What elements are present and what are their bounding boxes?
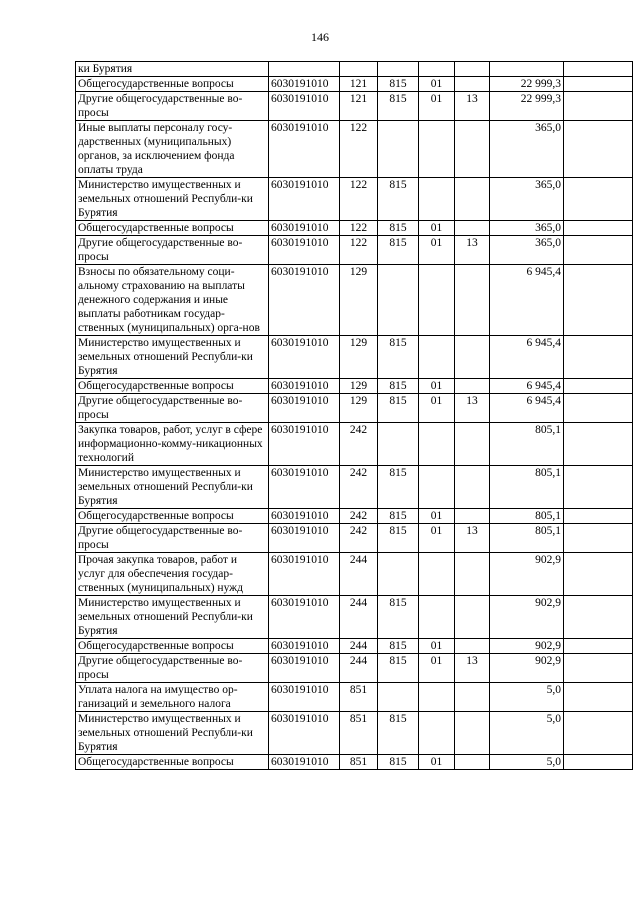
amount-cell: 365,0	[490, 236, 564, 265]
administrator-code-cell: 815	[378, 466, 419, 509]
subsection-cell	[455, 553, 490, 596]
table-row	[76, 77, 633, 92]
row-name-cell: Другие общегосударственные во-просы	[76, 236, 269, 265]
expense-type-cell: 244	[340, 654, 378, 683]
administrator-code-cell: 815	[378, 509, 419, 524]
target-article-cell: 6030191010	[269, 92, 340, 121]
administrator-code-cell: 815	[378, 524, 419, 553]
target-article-cell: 6030191010	[269, 77, 340, 92]
extra-cell	[564, 639, 633, 654]
extra-cell	[564, 121, 633, 178]
subsection-cell	[455, 265, 490, 336]
row-name-cell: Иные выплаты персоналу госу-дарственных (муниципальных) органов, за исключением фонда оплаты труда	[76, 121, 269, 178]
administrator-code-cell: 815	[378, 596, 419, 639]
expense-type-cell: 851	[340, 712, 378, 755]
section-cell	[419, 265, 455, 336]
expense-type-cell: 242	[340, 509, 378, 524]
target-article-cell: 6030191010	[269, 509, 340, 524]
subsection-cell	[455, 423, 490, 466]
administrator-code-cell: 815	[378, 755, 419, 770]
section-cell	[419, 121, 455, 178]
administrator-code-cell	[378, 423, 419, 466]
expense-type-cell: 242	[340, 466, 378, 509]
administrator-code-cell	[378, 265, 419, 336]
row-name-cell: Общегосударственные вопросы	[76, 639, 269, 654]
expense-type-cell: 242	[340, 524, 378, 553]
row-name-cell: Общегосударственные вопросы	[76, 77, 269, 92]
amount-cell: 902,9	[490, 596, 564, 639]
extra-cell	[564, 755, 633, 770]
row-name-cell: Министерство имущественных и земельных отношений Республи-ки Бурятия	[76, 712, 269, 755]
amount-cell: 805,1	[490, 509, 564, 524]
expense-type-cell: 851	[340, 755, 378, 770]
extra-cell	[564, 221, 633, 236]
subsection-cell	[455, 683, 490, 712]
administrator-code-cell: 815	[378, 221, 419, 236]
extra-cell	[564, 178, 633, 221]
extra-cell	[564, 423, 633, 466]
administrator-code-cell: 815	[378, 336, 419, 379]
target-article-cell: 6030191010	[269, 394, 340, 423]
target-article-cell: 6030191010	[269, 553, 340, 596]
target-article-cell: 6030191010	[269, 712, 340, 755]
amount-cell: 902,9	[490, 553, 564, 596]
row-name-cell: Министерство имущественных и земельных отношений Республи-ки Бурятия	[76, 596, 269, 639]
target-article-cell	[269, 62, 340, 77]
expense-type-cell: 244	[340, 639, 378, 654]
expense-type-cell: 122	[340, 121, 378, 178]
extra-cell	[564, 77, 633, 92]
table-row	[76, 178, 633, 221]
amount-cell	[490, 62, 564, 77]
section-cell: 01	[419, 92, 455, 121]
section-cell: 01	[419, 221, 455, 236]
table-row	[76, 336, 633, 379]
administrator-code-cell: 815	[378, 654, 419, 683]
table-row	[76, 596, 633, 639]
row-name-cell: Министерство имущественных и земельных отношений Республи-ки Бурятия	[76, 336, 269, 379]
extra-cell	[564, 712, 633, 755]
section-cell: 01	[419, 77, 455, 92]
target-article-cell: 6030191010	[269, 524, 340, 553]
section-cell	[419, 683, 455, 712]
subsection-cell	[455, 221, 490, 236]
target-article-cell: 6030191010	[269, 178, 340, 221]
subsection-cell: 13	[455, 236, 490, 265]
amount-cell: 902,9	[490, 639, 564, 654]
target-article-cell: 6030191010	[269, 639, 340, 654]
administrator-code-cell: 815	[378, 92, 419, 121]
row-name-cell: Министерство имущественных и земельных отношений Республи-ки Бурятия	[76, 178, 269, 221]
table-row	[76, 265, 633, 336]
subsection-cell	[455, 62, 490, 77]
subsection-cell	[455, 121, 490, 178]
subsection-cell: 13	[455, 394, 490, 423]
expense-type-cell: 851	[340, 683, 378, 712]
extra-cell	[564, 553, 633, 596]
extra-cell	[564, 466, 633, 509]
row-name-cell: ки Бурятия	[76, 62, 269, 77]
table-row	[76, 639, 633, 654]
administrator-code-cell: 815	[378, 77, 419, 92]
expense-type-cell: 122	[340, 178, 378, 221]
administrator-code-cell: 815	[378, 178, 419, 221]
amount-cell: 6 945,4	[490, 265, 564, 336]
section-cell	[419, 336, 455, 379]
table-row	[76, 236, 633, 265]
administrator-code-cell: 815	[378, 639, 419, 654]
section-cell: 01	[419, 755, 455, 770]
section-cell	[419, 596, 455, 639]
subsection-cell	[455, 77, 490, 92]
administrator-code-cell: 815	[378, 236, 419, 265]
row-name-cell: Общегосударственные вопросы	[76, 755, 269, 770]
row-name-cell: Взносы по обязательному соци-альному страхованию на выплаты денежного содержания и иные выплаты работникам государ-ственных (муниципальных) орга-нов	[76, 265, 269, 336]
expense-type-cell: 129	[340, 265, 378, 336]
subsection-cell	[455, 755, 490, 770]
extra-cell	[564, 92, 633, 121]
subsection-cell: 13	[455, 524, 490, 553]
amount-cell: 805,1	[490, 423, 564, 466]
target-article-cell: 6030191010	[269, 336, 340, 379]
expense-type-cell	[340, 62, 378, 77]
target-article-cell: 6030191010	[269, 265, 340, 336]
row-name-cell: Общегосударственные вопросы	[76, 221, 269, 236]
amount-cell: 6 945,4	[490, 336, 564, 379]
section-cell	[419, 178, 455, 221]
amount-cell: 5,0	[490, 755, 564, 770]
administrator-code-cell	[378, 121, 419, 178]
section-cell: 01	[419, 524, 455, 553]
administrator-code-cell: 815	[378, 379, 419, 394]
section-cell: 01	[419, 639, 455, 654]
amount-cell: 5,0	[490, 712, 564, 755]
amount-cell: 805,1	[490, 524, 564, 553]
amount-cell: 22 999,3	[490, 77, 564, 92]
amount-cell: 902,9	[490, 654, 564, 683]
table-row	[76, 712, 633, 755]
budget-table	[75, 61, 633, 770]
table-row	[76, 394, 633, 423]
section-cell: 01	[419, 379, 455, 394]
table-row	[76, 423, 633, 466]
section-cell	[419, 62, 455, 77]
subsection-cell	[455, 466, 490, 509]
row-name-cell: Другие общегосударственные во-просы	[76, 654, 269, 683]
table-row	[76, 379, 633, 394]
section-cell	[419, 466, 455, 509]
subsection-cell	[455, 712, 490, 755]
extra-cell	[564, 509, 633, 524]
table-row	[76, 62, 633, 77]
subsection-cell	[455, 596, 490, 639]
target-article-cell: 6030191010	[269, 121, 340, 178]
expense-type-cell: 244	[340, 596, 378, 639]
extra-cell	[564, 394, 633, 423]
section-cell	[419, 423, 455, 466]
extra-cell	[564, 654, 633, 683]
subsection-cell	[455, 639, 490, 654]
row-name-cell: Другие общегосударственные во-просы	[76, 394, 269, 423]
target-article-cell: 6030191010	[269, 466, 340, 509]
table-row	[76, 92, 633, 121]
extra-cell	[564, 524, 633, 553]
expense-type-cell: 244	[340, 553, 378, 596]
subsection-cell	[455, 178, 490, 221]
amount-cell: 22 999,3	[490, 92, 564, 121]
row-name-cell: Другие общегосударственные во-просы	[76, 92, 269, 121]
section-cell: 01	[419, 236, 455, 265]
expense-type-cell: 121	[340, 77, 378, 92]
table-row	[76, 553, 633, 596]
target-article-cell: 6030191010	[269, 221, 340, 236]
amount-cell: 6 945,4	[490, 394, 564, 423]
table-row	[76, 221, 633, 236]
row-name-cell: Другие общегосударственные во-просы	[76, 524, 269, 553]
row-name-cell: Уплата налога на имущество ор-ганизаций и земельного налога	[76, 683, 269, 712]
target-article-cell: 6030191010	[269, 379, 340, 394]
row-name-cell: Министерство имущественных и земельных отношений Республи-ки Бурятия	[76, 466, 269, 509]
expense-type-cell: 242	[340, 423, 378, 466]
table-row	[76, 755, 633, 770]
row-name-cell: Общегосударственные вопросы	[76, 509, 269, 524]
amount-cell: 805,1	[490, 466, 564, 509]
administrator-code-cell: 815	[378, 712, 419, 755]
section-cell	[419, 553, 455, 596]
row-name-cell: Общегосударственные вопросы	[76, 379, 269, 394]
table-row	[76, 654, 633, 683]
target-article-cell: 6030191010	[269, 236, 340, 265]
amount-cell: 365,0	[490, 178, 564, 221]
target-article-cell: 6030191010	[269, 596, 340, 639]
subsection-cell	[455, 379, 490, 394]
subsection-cell	[455, 336, 490, 379]
table-row	[76, 683, 633, 712]
expense-type-cell: 121	[340, 92, 378, 121]
extra-cell	[564, 236, 633, 265]
expense-type-cell: 129	[340, 379, 378, 394]
target-article-cell: 6030191010	[269, 654, 340, 683]
extra-cell	[564, 379, 633, 394]
administrator-code-cell	[378, 62, 419, 77]
expense-type-cell: 122	[340, 221, 378, 236]
section-cell: 01	[419, 394, 455, 423]
target-article-cell: 6030191010	[269, 755, 340, 770]
table-row	[76, 509, 633, 524]
amount-cell: 5,0	[490, 683, 564, 712]
subsection-cell: 13	[455, 92, 490, 121]
amount-cell: 365,0	[490, 121, 564, 178]
table-row	[76, 121, 633, 178]
page-number: 146	[311, 30, 329, 44]
subsection-cell	[455, 509, 490, 524]
expense-type-cell: 129	[340, 394, 378, 423]
amount-cell: 365,0	[490, 221, 564, 236]
section-cell: 01	[419, 654, 455, 683]
extra-cell	[564, 683, 633, 712]
extra-cell	[564, 265, 633, 336]
administrator-code-cell	[378, 683, 419, 712]
row-name-cell: Закупка товаров, работ, услуг в сфере информационно-комму-никационных технологий	[76, 423, 269, 466]
target-article-cell: 6030191010	[269, 423, 340, 466]
administrator-code-cell	[378, 553, 419, 596]
row-name-cell: Прочая закупка товаров, работ и услуг для обеспечения государ-ственных (муниципальных) нужд	[76, 553, 269, 596]
extra-cell	[564, 596, 633, 639]
expense-type-cell: 122	[340, 236, 378, 265]
extra-cell	[564, 336, 633, 379]
expense-type-cell: 129	[340, 336, 378, 379]
extra-cell	[564, 62, 633, 77]
subsection-cell: 13	[455, 654, 490, 683]
administrator-code-cell: 815	[378, 394, 419, 423]
target-article-cell: 6030191010	[269, 683, 340, 712]
section-cell	[419, 712, 455, 755]
budget-table-body	[76, 62, 633, 770]
amount-cell: 6 945,4	[490, 379, 564, 394]
section-cell: 01	[419, 509, 455, 524]
table-row	[76, 524, 633, 553]
table-row	[76, 466, 633, 509]
